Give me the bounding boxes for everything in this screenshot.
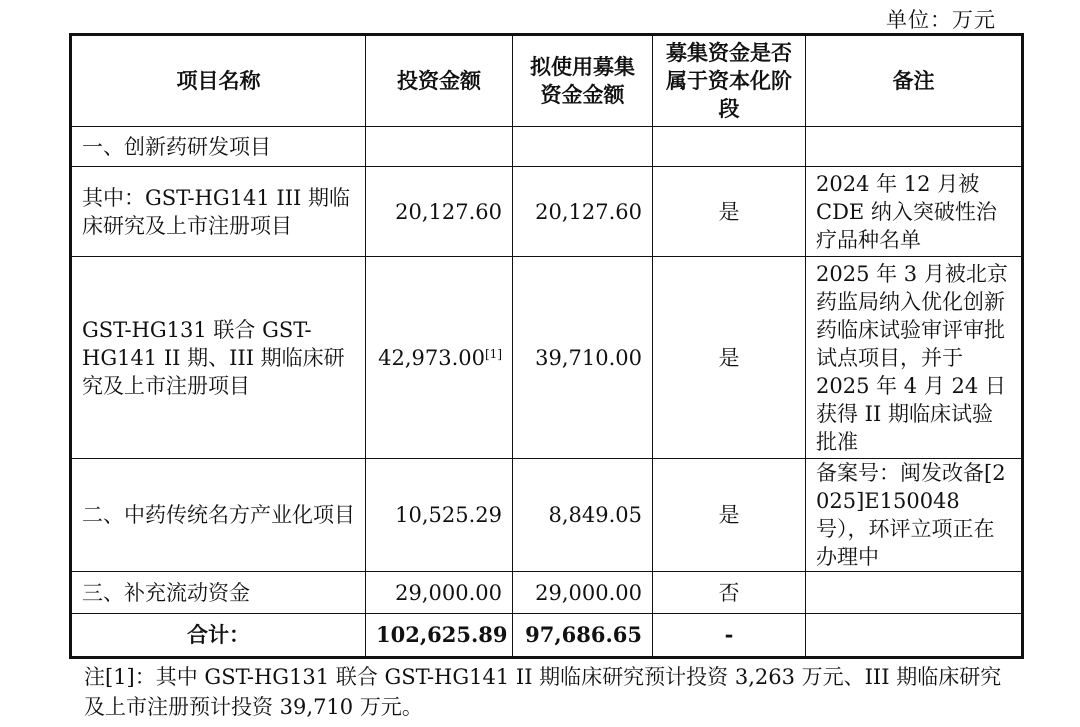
row2-name: GST-HG131 联合 GST-HG141 II 期、III 期临床研究及上市注册项目 bbox=[71, 257, 366, 459]
table-row bbox=[71, 127, 1023, 167]
row2-raised: 39,710.00 bbox=[513, 257, 653, 459]
table-row bbox=[71, 167, 1023, 257]
row4-investment: 29,000.00 bbox=[366, 572, 513, 614]
row1-capitalized: 是 bbox=[653, 167, 806, 257]
table-row bbox=[71, 257, 1023, 459]
row3-remark: 备案号：闽发改备[2025]E150048号），环评立项正在办理中 bbox=[806, 459, 1023, 572]
footnote-ref: [1] bbox=[485, 346, 502, 361]
table-header-row bbox=[71, 35, 1023, 127]
total-row bbox=[71, 614, 1023, 658]
header-project-name: 项目名称 bbox=[71, 35, 366, 127]
row4-raised: 29,000.00 bbox=[513, 572, 653, 614]
total-investment: 102,625.89 bbox=[366, 614, 513, 658]
footnote: 注[1]：其中 GST-HG131 联合 GST-HG141 II 期临床研究预计投资 3,263 万元、III 期临床研究及上市注册预计投资 39,710 万元。 bbox=[84, 665, 1002, 719]
row1-remark: 2024 年 12 月被 CDE 纳入突破性治疗品种名单 bbox=[806, 167, 1023, 257]
row2-remark: 2025 年 3 月被北京药监局纳入优化创新药临床试验审评审批试点项目，并于 2025 年 4 月 24 日获得 II 期临床试验批准 bbox=[806, 257, 1023, 459]
header-capitalized: 募集资金是否属于资本化阶段 bbox=[653, 35, 806, 127]
fund-usage-table bbox=[69, 33, 1024, 659]
row2-investment-cell bbox=[366, 257, 513, 459]
row4-name: 三、补充流动资金 bbox=[71, 572, 366, 614]
row3-investment: 10,525.29 bbox=[366, 459, 513, 572]
total-capitalized: - bbox=[653, 614, 806, 658]
row4-capitalized: 否 bbox=[653, 572, 806, 614]
table-row bbox=[71, 459, 1023, 572]
row1-investment: 20,127.60 bbox=[366, 167, 513, 257]
header-remark: 备注 bbox=[806, 35, 1023, 127]
row2-investment: 42,973.00 bbox=[378, 345, 485, 370]
total-raised: 97,686.65 bbox=[513, 614, 653, 658]
row3-capitalized: 是 bbox=[653, 459, 806, 572]
row3-name: 二、中药传统名方产业化项目 bbox=[71, 459, 366, 572]
total-remark bbox=[806, 614, 1023, 658]
header-raised-funds: 拟使用募集资金金额 bbox=[513, 35, 653, 127]
table-row bbox=[71, 572, 1023, 614]
section-innovative-drugs: 一、创新药研发项目 bbox=[71, 127, 366, 167]
unit-label: 单位：万元 bbox=[886, 8, 996, 32]
row4-remark bbox=[806, 572, 1023, 614]
row1-name: 其中：GST-HG141 III 期临床研究及上市注册项目 bbox=[71, 167, 366, 257]
row3-raised: 8,849.05 bbox=[513, 459, 653, 572]
total-label: 合计： bbox=[71, 614, 366, 658]
row2-capitalized: 是 bbox=[653, 257, 806, 459]
header-investment: 投资金额 bbox=[366, 35, 513, 127]
row1-raised: 20,127.60 bbox=[513, 167, 653, 257]
